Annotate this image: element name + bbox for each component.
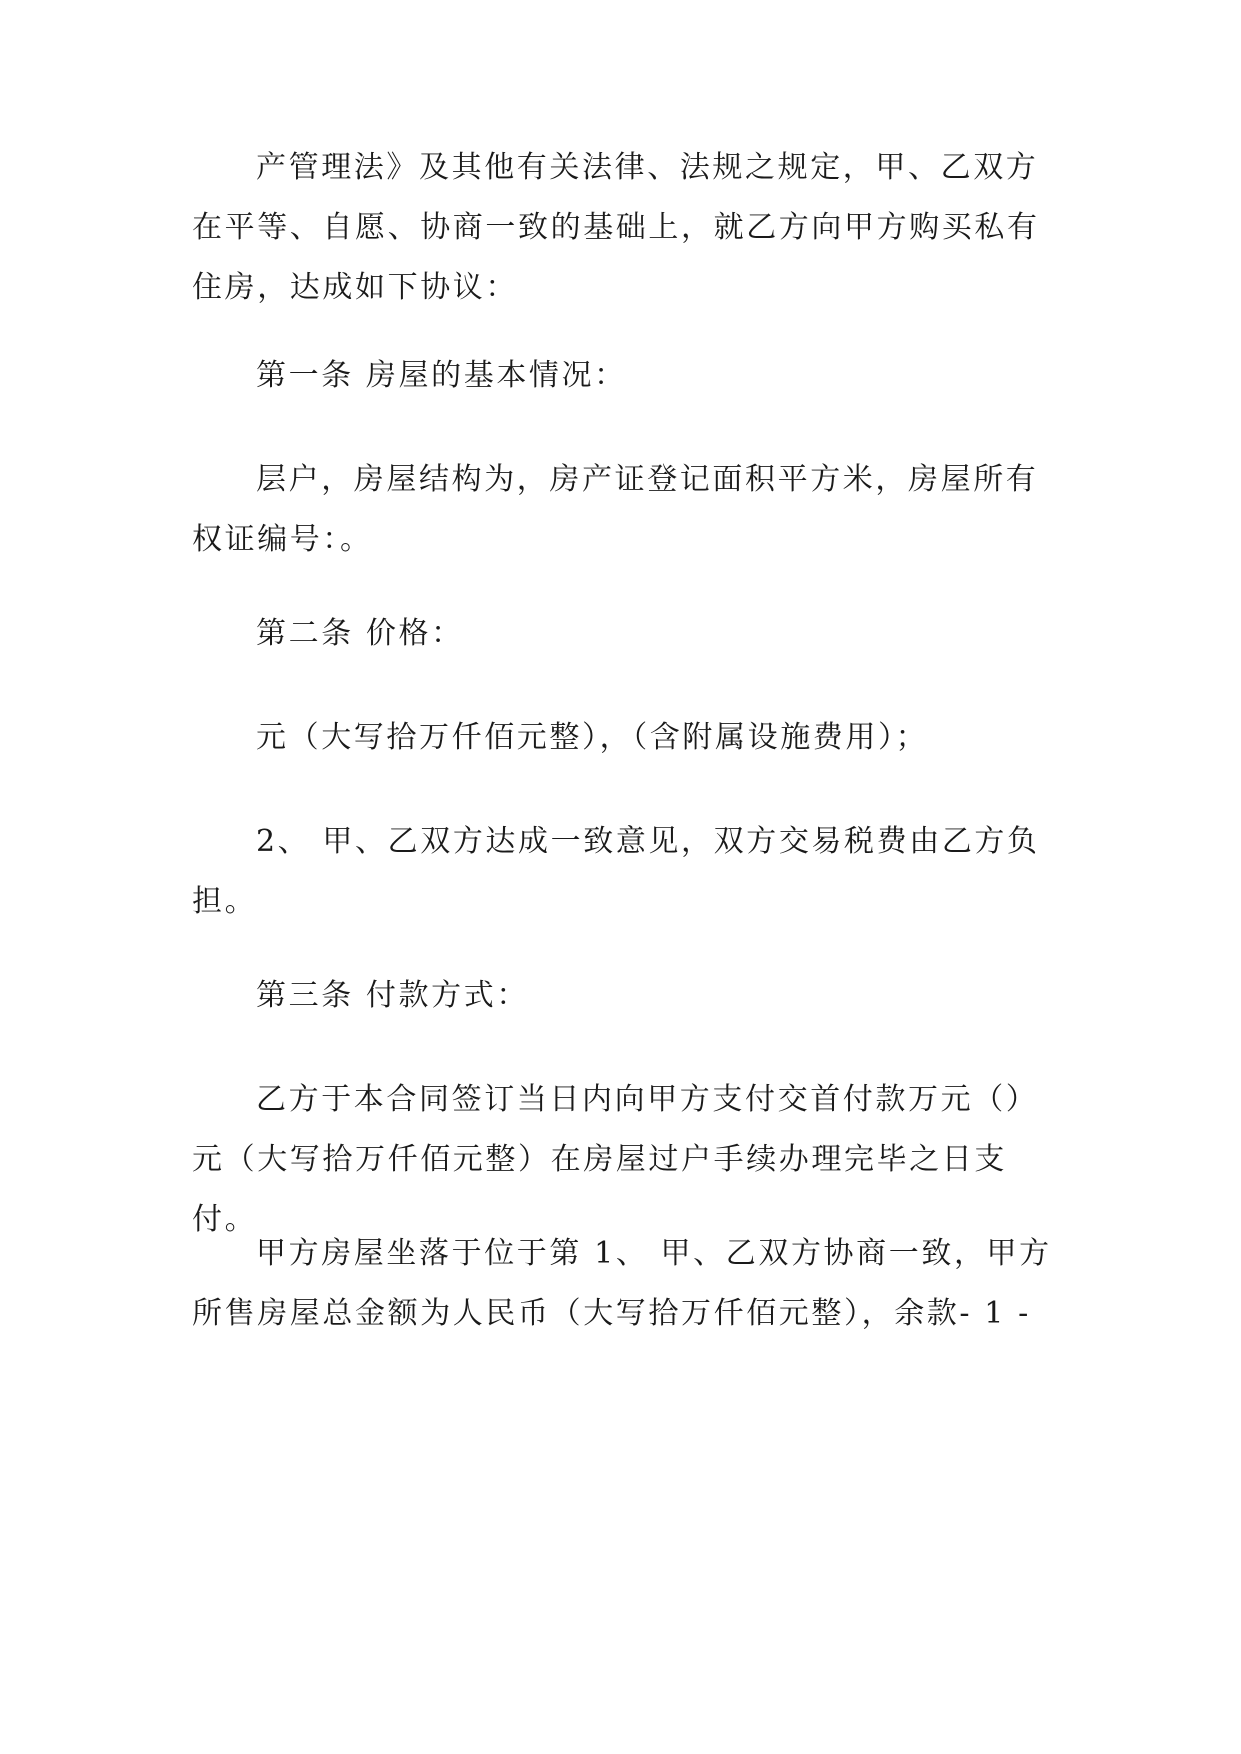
paragraph-payment: [192, 1070, 1052, 1250]
paragraph-taxes: [192, 812, 1052, 932]
text-line: 第三条 付款方式：: [256, 978, 529, 1013]
text-line: 所售房屋总金额为人民币（大写拾万仟佰元整），余款- 1 -: [192, 1296, 1031, 1331]
text-line: 层户，房屋结构为，房产证登记面积平方米，房屋所有: [256, 462, 1039, 497]
text-line: 第二条 价格：: [256, 616, 464, 651]
text-line: 2、 甲、乙双方达成一致意见，双方交易税费由乙方负: [256, 824, 1040, 859]
text-line: 担。: [192, 884, 258, 919]
text-line: 甲方房屋坐落于位于第 1、 甲、乙双方协商一致，甲方: [256, 1236, 1052, 1271]
paragraph-price: [192, 708, 1052, 768]
text-line: 权证编号：。: [192, 522, 373, 557]
text-line: 元（大写拾万仟佰元整）在房屋过户手续办理完毕之日支付。: [192, 1142, 1007, 1237]
text-line: 元（大写拾万仟佰元整），（含附属设施费用）；: [256, 720, 929, 755]
paragraph-house-info: [192, 450, 1052, 570]
text-line: 在平等、自愿、协商一致的基础上，就乙方向甲方购买私有: [192, 210, 1040, 245]
paragraph-intro: [192, 138, 1052, 318]
text-line: 乙方于本合同签订当日内向甲方支付交首付款万元（）: [256, 1082, 1039, 1117]
paragraph-location-total: [192, 1224, 1052, 1344]
article-2-heading: [192, 604, 1052, 664]
article-1-heading: [192, 346, 1052, 406]
article-3-heading: [192, 966, 1052, 1026]
text-line: 住房，达成如下协议：: [192, 270, 518, 305]
text-line: 产管理法》及其他有关法律、法规之规定，甲、乙双方: [256, 150, 1039, 185]
text-line: 第一条 房屋的基本情况：: [256, 358, 627, 393]
